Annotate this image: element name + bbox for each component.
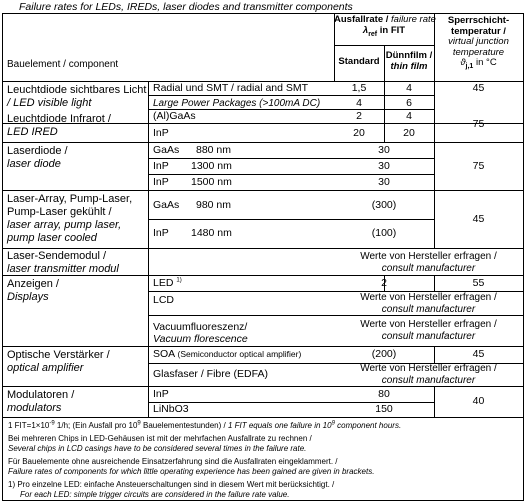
led-ir-thin-1: 4 bbox=[406, 110, 412, 122]
display-lcd: LCD bbox=[153, 294, 175, 306]
sender-consult: Werte von Hersteller erfragen / consult manufacturer bbox=[360, 251, 497, 274]
rule-optamp bbox=[3, 386, 523, 387]
led-visible-radial: Radial und SMT / radial and SMT bbox=[153, 82, 309, 94]
laser-inp-1500: InP bbox=[153, 176, 169, 188]
led-visible-name: Leuchtdiode sichtbares Licht / LED visible light bbox=[7, 84, 147, 109]
rule-array bbox=[3, 248, 523, 249]
led-visible-thin-1: 4 bbox=[406, 82, 412, 94]
header-failure-rate bbox=[334, 15, 434, 36]
array-value-2: (100) bbox=[371, 227, 397, 239]
footnote-led-de: 1) Pro einzelne LED: einfache Ansteuerschaltungen sind in diesem Wert mit berücksichtigt. / bbox=[8, 480, 335, 489]
header-standard: Standard bbox=[338, 56, 380, 67]
modulator-inp: InP bbox=[153, 388, 169, 400]
rule-array-sub bbox=[148, 219, 434, 220]
array-gaas: GaAs bbox=[153, 199, 180, 211]
laser-value-1: 30 bbox=[378, 144, 390, 156]
laser-temp: 75 bbox=[472, 160, 485, 172]
rule-laser-sub1 bbox=[148, 158, 434, 159]
led-ir-name: Leuchtdiode Infrarot / LED IRED bbox=[7, 113, 111, 138]
display-led-value: 2 bbox=[381, 277, 387, 289]
array-temp: 45 bbox=[472, 213, 485, 225]
footnote-led-en: For each LED: simple trigger circuits are considered in the failure rate value. bbox=[20, 490, 290, 499]
display-led-temp: 55 bbox=[472, 277, 485, 289]
array-inp-wl: 1480 nm bbox=[191, 227, 232, 239]
array-value-1: (300) bbox=[371, 199, 397, 211]
led-ir-temp: 75 bbox=[472, 118, 485, 130]
rule-laser bbox=[3, 190, 523, 191]
display-vfd: Vacuumfluoreszenz/ Vacuum florescence bbox=[153, 321, 248, 345]
optamp-soa-temp: 45 bbox=[472, 348, 485, 360]
rule-sender bbox=[3, 275, 523, 276]
laser-gaas-wl: 880 nm bbox=[196, 144, 232, 156]
optamp-name: Optische Verstärker / optical amplifier bbox=[7, 349, 110, 374]
rule-led-vis-sub bbox=[148, 95, 434, 96]
led-visible-std-2: 4 bbox=[356, 97, 362, 109]
laser-array-name: Laser-Array, Pump-Laser, Pump-Laser gekühlt / laser array, pump laser, pump laser cooled bbox=[7, 193, 133, 244]
display-vfd-consult: Werte von Hersteller erfragen / consult manufacturer bbox=[360, 319, 497, 342]
sender-name: Laser-Sendemodul / laser transmitter modul bbox=[7, 250, 119, 275]
header-rate-line2: $\lambda_{ref}$ in FIT bbox=[362, 24, 406, 38]
failure-rate-table bbox=[2, 13, 524, 501]
led-ir-thin-2: 20 bbox=[403, 127, 415, 139]
led-visible-std-1: 1,5 bbox=[351, 82, 367, 94]
optamp-soa: SOA (Semiconductor optical amplifier) bbox=[153, 348, 302, 360]
rule-led-ir bbox=[3, 142, 523, 143]
led-ir-inp: InP bbox=[153, 127, 169, 139]
footnote-brackets-de: Für Bauelemente ohne ausreichende Einsatzerfahrung sind die Ausfallraten eingeklammert. / bbox=[8, 457, 338, 466]
led-ir-std-1: 2 bbox=[356, 110, 362, 122]
header-thin-film: Dünnfilm / thin film bbox=[385, 50, 433, 72]
footnote-fit: 1 $FIT=1\times 10^{-9}$ 1/h; (Ein Ausfall pro $10^9$ Bauelementestunden) / 1 FIT equals one failure in $10^9$ component hours. bbox=[8, 420, 402, 430]
rule-display bbox=[3, 346, 523, 347]
header-rate-line1: Ausfallrate / failure rate bbox=[334, 14, 436, 25]
vrule-component bbox=[148, 81, 149, 417]
laser-value-2: 30 bbox=[378, 160, 390, 172]
display-lcd-consult: Werte von Hersteller erfragen / consult manufacturer bbox=[360, 292, 497, 315]
led-ir-algaas: (Al)GaAs bbox=[153, 110, 196, 122]
modulator-linbo3: LiNbO3 bbox=[153, 403, 189, 415]
modulator-temp: 40 bbox=[472, 395, 485, 407]
laser-inp-1300-wl: 1300 nm bbox=[191, 160, 232, 172]
led-visible-temp: 45 bbox=[472, 82, 485, 94]
optamp-edfa: Glasfaser / Fibre (EDFA) bbox=[153, 368, 268, 380]
header-component: Bauelement / component bbox=[7, 59, 119, 70]
modulator-value-2: 150 bbox=[375, 403, 393, 415]
led-visible-large-power: Large Power Packages (>100mA DC) bbox=[153, 98, 321, 109]
footnote-chips-de: Bei mehreren Chips in LED-Gehäusen ist mit der mehrfachen Ausfallrate zu rechnen / bbox=[8, 434, 312, 443]
laser-inp-1300: InP bbox=[153, 160, 169, 172]
rule-mod bbox=[3, 417, 523, 418]
display-name: Anzeigen / Displays bbox=[7, 278, 59, 303]
modulator-value-1: 80 bbox=[378, 388, 390, 400]
table-caption: Failure rates for LEDs, IREDs, laser diodes and transmitter components bbox=[19, 1, 353, 13]
led-ir-std-2: 20 bbox=[353, 127, 365, 139]
laser-inp-1500-wl: 1500 nm bbox=[191, 176, 232, 188]
modulator-name: Modulatoren / modulators bbox=[7, 389, 75, 414]
display-led: LED $^{1)}$ bbox=[153, 277, 182, 289]
rule-laser-sub2 bbox=[148, 174, 434, 175]
rule-disp-lcd bbox=[148, 315, 523, 316]
led-visible-thin-2: 6 bbox=[406, 97, 412, 109]
laser-gaas: GaAs bbox=[153, 144, 180, 156]
footnote-brackets-en: Failure rates of components for which little operating experience has been gained are given in brackets. bbox=[8, 467, 375, 476]
array-inp: InP bbox=[153, 227, 169, 239]
optamp-edfa-consult: Werte von Hersteller erfragen / consult manufacturer bbox=[360, 363, 497, 386]
laser-diode-name: Laserdiode / laser diode bbox=[7, 145, 68, 170]
array-gaas-wl: 980 nm bbox=[196, 199, 232, 211]
footnote-chips-en: Several chips in LCD casings have to be considered several times in the failure rate. bbox=[8, 444, 307, 453]
laser-value-3: 30 bbox=[378, 176, 390, 188]
optamp-soa-value: (200) bbox=[371, 348, 397, 360]
header-junction-temp: Sperrschicht- temperatur / virtual junction temperature $ϑ_{j,1}$ in °C bbox=[447, 15, 510, 70]
